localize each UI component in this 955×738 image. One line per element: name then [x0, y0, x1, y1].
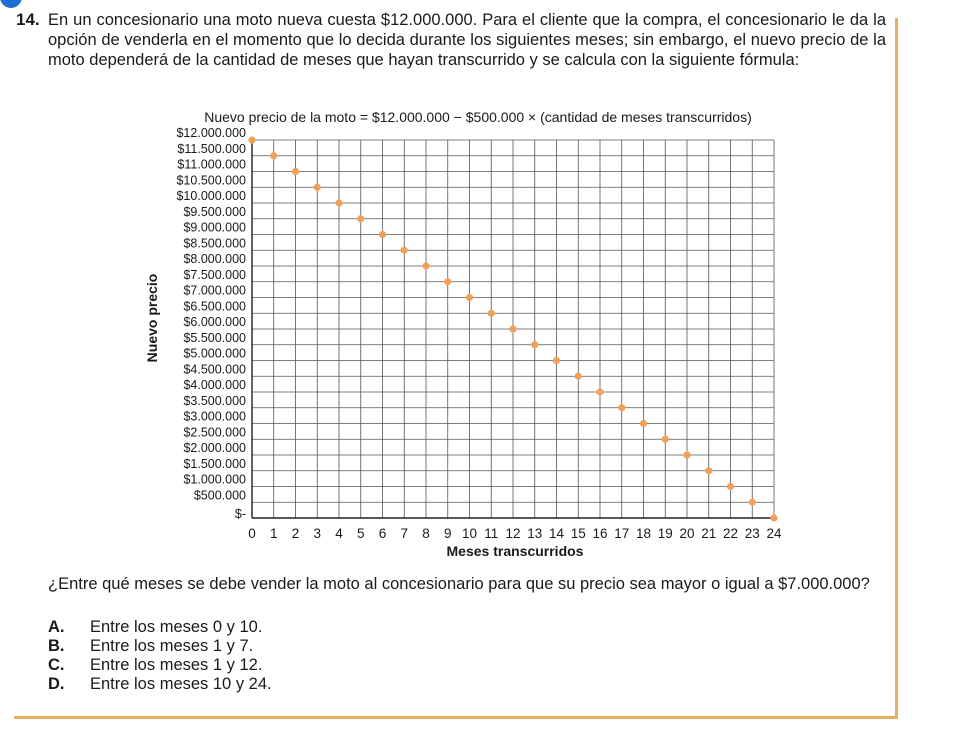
data-point	[705, 467, 712, 474]
y-tick-label: $3.000.000	[183, 409, 246, 424]
y-tick-label: $3.500.000	[183, 393, 246, 408]
y-tick-label: $1.500.000	[183, 456, 246, 471]
x-tick-label: 0	[248, 526, 256, 541]
y-tick-label: $8.000.000	[183, 252, 246, 266]
frame-bottom-border	[14, 716, 898, 719]
data-point	[401, 247, 408, 254]
x-tick-label: 23	[744, 526, 760, 541]
option-text: Entre los meses 1 y 7.	[90, 637, 254, 655]
option-c[interactable]	[48, 656, 272, 675]
x-tick-label: 15	[570, 526, 586, 541]
data-point	[466, 294, 473, 301]
data-point	[531, 341, 538, 348]
x-tick-label: 4	[335, 526, 343, 541]
y-tick-label: $5.000.000	[183, 346, 246, 361]
x-tick-label: 21	[701, 526, 717, 541]
data-point	[488, 310, 495, 317]
data-point	[270, 152, 277, 159]
data-point	[248, 136, 255, 143]
answer-options	[48, 618, 272, 694]
x-tick-label: 17	[614, 526, 630, 541]
x-tick-label: 16	[592, 526, 608, 541]
data-point	[357, 215, 364, 222]
data-point	[575, 373, 582, 380]
data-point	[553, 357, 560, 364]
x-tick-labels	[248, 526, 782, 541]
data-point	[335, 199, 342, 206]
y-tick-label: $7.000.000	[183, 283, 246, 298]
y-tick-label: $2.500.000	[183, 425, 246, 440]
x-tick-label: 20	[679, 526, 695, 541]
y-tick-label: $5.500.000	[183, 330, 246, 345]
y-tick-label: $7.500.000	[183, 267, 246, 282]
option-d[interactable]	[48, 675, 272, 694]
data-point	[683, 451, 690, 458]
x-tick-label: 1	[269, 526, 278, 541]
data-point	[618, 404, 625, 411]
data-point	[727, 483, 734, 490]
data-point	[749, 499, 756, 506]
data-point	[292, 168, 299, 175]
x-tick-label: 10	[461, 526, 478, 541]
y-tick-label: $1.000.000	[183, 472, 246, 487]
x-tick-label: 19	[657, 526, 673, 541]
y-tick-label: $9.000.000	[183, 220, 246, 235]
option-a[interactable]	[48, 618, 272, 637]
x-tick-label: 11	[484, 526, 499, 541]
x-tick-label: 14	[548, 526, 565, 541]
option-letter: C.	[48, 656, 65, 674]
y-tick-label: $11.500.000	[177, 141, 246, 156]
y-tick-label: $10.500.000	[176, 173, 246, 188]
y-tick-label: $6.500.000	[183, 299, 246, 314]
data-point	[379, 231, 386, 238]
y-tick-label: $11.000.000	[177, 157, 246, 172]
question-text: En un concesionario una moto nueva cuesta $12.000.000. Para el cliente que la compra, el concesionario le da la opción de venderla en el momento que lo decida durante los siguientes meses; sin embargo, el nuevo precio de la moto dependerá de la cantidad de meses que hayan transcurrido y se calcula con la siguiente fórmula:	[48, 11, 886, 69]
y-tick-label: $-	[234, 507, 246, 521]
question-prompt: ¿Entre qué meses se debe vender la moto al concesionario para que su precio sea mayor o igual a $7.000.000?	[48, 575, 870, 593]
data-point	[640, 420, 647, 427]
y-tick-label: $12.000.000	[176, 126, 246, 140]
option-text: Entre los meses 10 y 24.	[90, 675, 272, 693]
y-tick-labels	[176, 126, 246, 521]
y-tick-label: $500.000	[193, 488, 246, 503]
x-tick-label: 8	[422, 526, 430, 541]
y-tick-label: $9.500.000	[183, 204, 246, 219]
y-tick-label: $2.000.000	[183, 441, 246, 455]
x-tick-label: 24	[766, 526, 782, 541]
x-axis-label: Meses transcurridos	[446, 543, 584, 559]
data-point	[422, 262, 429, 269]
x-tick-label: 5	[356, 526, 365, 541]
x-tick-label: 13	[527, 526, 543, 541]
x-tick-label: 22	[722, 526, 739, 541]
data-point	[509, 325, 516, 332]
question-number: 14.	[16, 10, 40, 29]
y-tick-label: $8.500.000	[183, 236, 246, 251]
option-text: Entre los meses 1 y 12.	[90, 656, 263, 674]
data-point	[444, 278, 451, 285]
data-point	[770, 514, 777, 521]
y-tick-label: $10.000.000	[176, 189, 246, 203]
y-tick-label: $4.500.000	[183, 362, 246, 377]
x-tick-label: 2	[291, 526, 300, 541]
option-letter: A.	[48, 618, 65, 636]
x-tick-label: 7	[400, 526, 409, 541]
option-letter: B.	[48, 637, 65, 655]
x-tick-label: 3	[313, 526, 322, 541]
option-text: Entre los meses 0 y 10.	[90, 618, 263, 636]
chart-title: Nuevo precio de la moto = $12.000.000 − $500.000 × (cantidad de meses transcurridos)	[204, 109, 752, 125]
x-tick-label: 18	[635, 526, 652, 541]
y-tick-label: $4.000.000	[183, 378, 246, 392]
data-point	[662, 436, 669, 443]
option-b[interactable]	[48, 637, 272, 656]
x-tick-label: 6	[378, 526, 387, 541]
data-point	[596, 388, 603, 395]
option-letter: D.	[48, 675, 65, 693]
y-axis-label: Nuevo precio	[144, 273, 160, 363]
y-tick-label: $6.000.000	[183, 315, 246, 329]
x-tick-label: 12	[505, 526, 521, 541]
data-point	[314, 184, 321, 191]
x-tick-label: 9	[443, 526, 452, 541]
